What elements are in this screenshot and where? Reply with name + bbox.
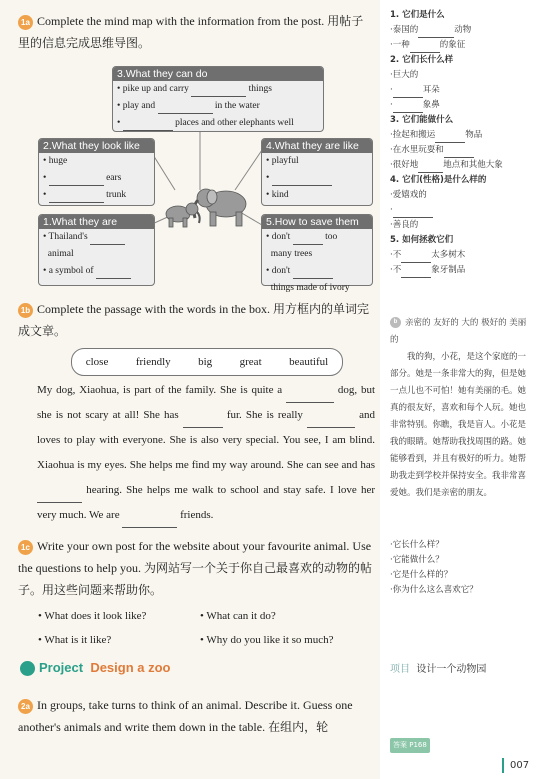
mind-map-are-like: 4.What they are like • playful • • kind — [261, 138, 373, 206]
mind-map-can-do: 3.What they can do • pike up and carry things • play and in the water • places and other elephants well — [112, 66, 324, 132]
word-box — [71, 348, 343, 376]
page-number: 007 — [502, 758, 529, 773]
task-1a-instruction: 1a Complete the mind map with the information from the post. 用帖子里的信息完成思维导图。 — [18, 14, 364, 50]
mind-map-look-like: 2.What they look like • huge • ears • trunk — [38, 138, 155, 206]
translation-sidebar — [382, 0, 542, 779]
word-option: great — [239, 356, 262, 368]
word-option: friendly — [135, 356, 171, 368]
word-option: close — [85, 356, 109, 368]
sidebar-question-translation: ·它长什么样？ ·它能做什么？ ·它是什么样的？ ·你为什么这么喜欢它？ — [390, 540, 478, 595]
sidebar-project-translation: 项目 设计一个动物园 — [390, 664, 487, 675]
task-2a-instruction: 2a In groups, take turns to think of an animal. Describe it. Guess one another's animals and write them down in the table. 在组内，轮 — [18, 698, 353, 734]
mind-map-save-them: 5.How to save them • don't too many trees • don't things made of ivory — [261, 214, 373, 286]
answer-reference: 答案 P168 — [390, 738, 433, 753]
task-1b-instruction: 1b Complete the passage with the words in the box. 用方框内的单词完成文章。 — [18, 302, 369, 338]
task-badge: 2a — [18, 699, 33, 714]
sidebar-passage-translation: b 亲密的 友好的 大的 极好的 美丽的 我的狗，小花，是这个家庭的一部分。她是一条非常大的狗，但是她一点儿也不可怕！她有美丽的毛。她真的很友好，喜欢和每个人玩。她也非常特别。你瞧，我是盲人。小花是我的眼睛。她帮助我找周围的路。她能够看到，并且有极好的听力。她帮助我走到学校并保持安全。我非常喜爱她。我们是亲密的朋友。 — [390, 318, 527, 498]
mind-map-what-they-are: 1.What they are • Thailand's animal • a symbol of — [38, 214, 155, 286]
word-option: beautiful — [289, 356, 329, 368]
task-badge: 1b — [18, 303, 33, 318]
question-4: • Why do you like it so much? — [200, 634, 334, 646]
word-option: big — [198, 356, 213, 368]
passage: My dog, Xiaohua, is part of the family. She is quite a dog, but she is not scary at all! She has fur. She is really and loves to play with everyone. She is also very special. You see, I am blind. Xiaohua is my eyes. She helps me find my way around. She can see and has hearing. She helps me walk to school and stay safe. I love her very much. We are friends. — [37, 378, 375, 528]
question-3: • What is it like? — [38, 634, 112, 646]
project-heading: Project Design a zoo — [20, 660, 171, 676]
group-icon — [20, 661, 35, 676]
question-2: • What can it do? — [200, 610, 276, 622]
elephant-illustration — [158, 182, 258, 230]
question-1: • What does it look like? — [38, 610, 147, 622]
task-badge: 1c — [18, 540, 33, 555]
task-badge: 1a — [18, 15, 33, 30]
sidebar-mindmap-translation: 1. 它们是什么 ·泰国的 动物 ·一种 的象征 2. 它们长什么样 ·巨大的 · 耳朵 · 象鼻 3. 它们能做什么 ·捡起和搬运 物品 ·在水里玩耍和 ·很好地 地点和其他大象 4. 它们(性格)是什么样的 ·爱嬉戏的 · ·善良的 5. 如何拯救它们 ·不 太多树木 ·不 象牙制品 — [390, 8, 540, 278]
task-1c-instruction: 1c Write your own post for the website about your favourite animal. Use the questions to help you. 为网站写一个关于你自己最喜欢的动物的帖子。用这些问题来帮助你。 — [18, 539, 372, 597]
